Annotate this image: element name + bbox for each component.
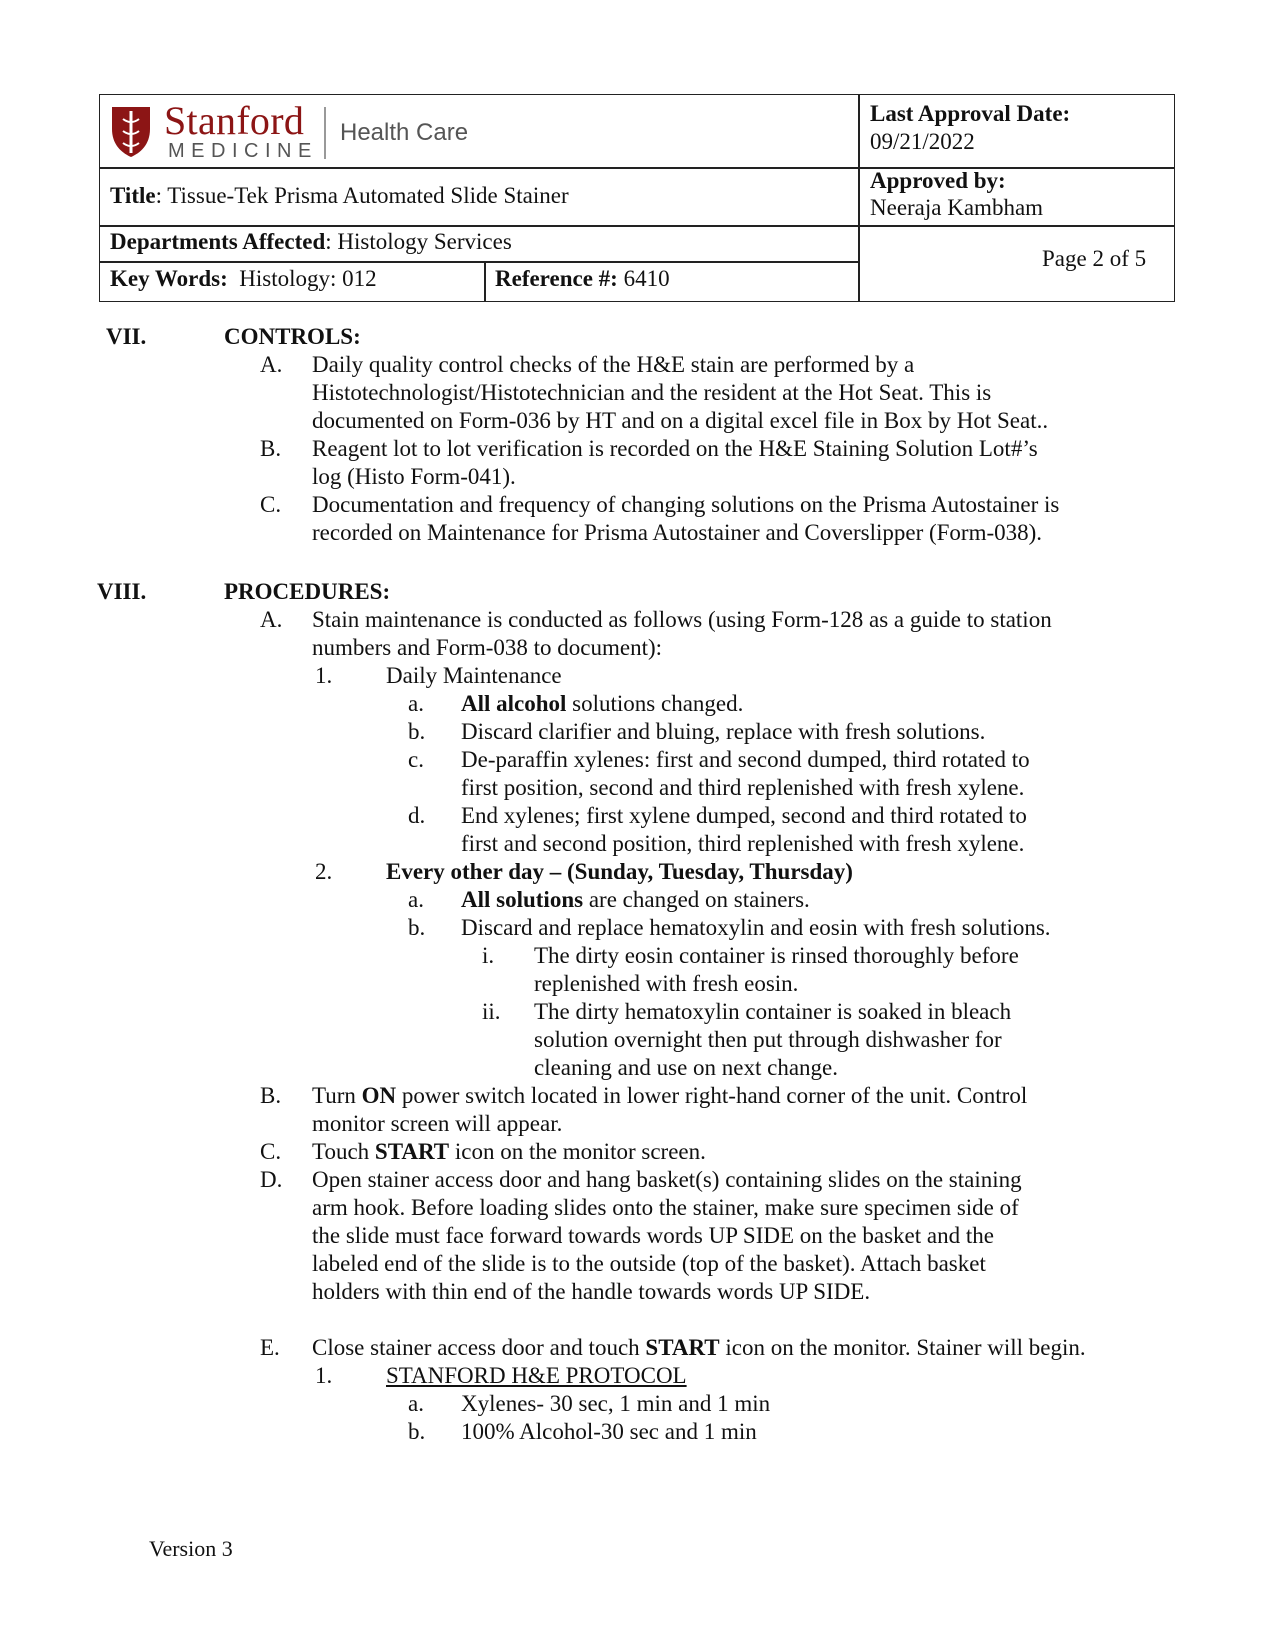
list-item-text: the slide must face forward towards words UP SIDE on the basket and the: [312, 1223, 994, 1248]
sub-item-text: 100% Alcohol-30 sec and 1 min: [461, 1419, 757, 1444]
text-run: power switch located in lower right-hand corner of the unit. Control: [396, 1083, 1028, 1108]
list-item-text: log (Histo Form-041).: [312, 464, 516, 489]
list-letter: B.: [260, 1083, 282, 1108]
sub-item-text: first position, second and third replenished with fresh xylene.: [461, 775, 1025, 800]
list-item-text: Stain maintenance is conducted as follows (using Form-128 as a guide to station: [312, 607, 1052, 632]
page-number: Page 2 of 5: [1042, 246, 1147, 271]
sub-letter: b.: [408, 719, 426, 744]
text-bold: START: [645, 1335, 720, 1360]
keywords-label: Key Words:: [110, 266, 228, 291]
list-item-text: [312, 1138, 706, 1166]
keywords-row: [110, 265, 377, 293]
logo-sub: MEDICINE: [168, 140, 318, 162]
list-item-text: recorded on Maintenance for Prisma Autostainer and Coverslipper (Form-038).: [312, 520, 1043, 545]
roman-item-text: replenished with fresh eosin.: [534, 971, 799, 996]
title-label: Title: [110, 183, 156, 208]
list-item-text: Open stainer access door and hang basket(s) containing slides on the staining: [312, 1167, 1022, 1192]
roman-item-text: The dirty eosin container is rinsed thoroughly before: [534, 943, 1019, 968]
approved-by-label: Approved by:: [870, 168, 1006, 193]
stanford-medicine-logo: [110, 98, 470, 163]
header-rule: [100, 261, 858, 263]
list-letter: E.: [260, 1335, 280, 1360]
list-item-text: Documentation and frequency of changing solutions on the Prisma Autostainer is: [312, 492, 1060, 517]
list-item-text: numbers and Form-038 to document):: [312, 635, 663, 660]
sub-letter: a.: [408, 691, 424, 716]
header-rule: [100, 225, 1174, 227]
departments-label: Departments Affected: [110, 229, 326, 254]
reference-label: Reference #:: [495, 266, 618, 291]
title-row: [110, 182, 569, 210]
keywords-value: Histology: 012: [227, 266, 377, 291]
list-letter: D.: [260, 1167, 283, 1192]
sub-item-text: Xylenes- 30 sec, 1 min and 1 min: [461, 1391, 771, 1416]
list-item-text: holders with thin end of the handle towards words UP SIDE.: [312, 1279, 871, 1304]
sub-item-bold: All solutions: [461, 887, 584, 912]
approval-date: 09/21/2022: [870, 129, 975, 154]
list-item-text: [312, 1082, 1027, 1110]
list-letter: C.: [260, 492, 282, 517]
list-item-text: monitor screen will appear.: [312, 1111, 563, 1136]
logo-divider: [324, 107, 326, 159]
departments-row: [110, 228, 512, 256]
reference-value: 6410: [617, 266, 670, 291]
header-table: [99, 94, 1175, 302]
text-bold: ON: [361, 1083, 397, 1108]
departments-value: : Histology Services: [325, 229, 512, 254]
list-letter: C.: [260, 1139, 282, 1164]
sub-item-text: Discard and replace hematoxylin and eosin with fresh solutions.: [461, 915, 1051, 940]
sublist-num: 2.: [315, 859, 333, 884]
list-item-text: arm hook. Before loading slides onto the stainer, make sure specimen side of: [312, 1195, 1019, 1220]
sub-item-text: Discard clarifier and bluing, replace with fresh solutions.: [461, 719, 986, 744]
sublist-num: 1.: [315, 1363, 333, 1388]
list-letter: A.: [260, 607, 283, 632]
list-item-text: documented on Form-036 by HT and on a digital excel file in Box by Hot Seat..: [312, 408, 1049, 433]
roman-num: i.: [482, 943, 495, 968]
sub-item-text: [461, 886, 810, 914]
section-title: CONTROLS:: [224, 324, 361, 349]
roman-item-text: solution overnight then put through dishwasher for: [534, 1027, 1002, 1052]
sub-item-rest: are changed on stainers.: [583, 887, 810, 912]
sub-item-text: End xylenes; first xylene dumped, second and third rotated to: [461, 803, 1027, 828]
roman-item-text: The dirty hematoxylin container is soaked in bleach: [534, 999, 1012, 1024]
version-footer: Version 3: [149, 1536, 233, 1561]
sub-letter: b.: [408, 1419, 426, 1444]
text-run: icon on the monitor screen.: [449, 1139, 706, 1164]
list-item-text: Daily quality control checks of the H&E stain are performed by a: [312, 352, 915, 377]
sublist-num: 1.: [315, 663, 333, 688]
sublist-title: Daily Maintenance: [386, 663, 562, 688]
sub-letter: a.: [408, 887, 424, 912]
sub-item-text: first and second position, third replenished with fresh xylene.: [461, 831, 1025, 856]
header-divider: [858, 95, 860, 301]
text-bold: START: [374, 1139, 450, 1164]
logo-unit: Health Care: [340, 119, 469, 146]
sub-item-rest: solutions changed.: [566, 691, 744, 716]
section-num: VIII.: [97, 579, 147, 604]
text-run: Close stainer access door and touch: [312, 1335, 646, 1360]
protocol-title: STANFORD H&E PROTOCOL: [386, 1363, 687, 1388]
sub-item-text: [461, 690, 743, 718]
header-rule: [100, 167, 1174, 169]
approved-by-value: Neeraja Kambham: [870, 195, 1044, 220]
section-title: PROCEDURES:: [224, 579, 391, 604]
header-divider: [484, 261, 486, 301]
approval-label: Last Approval Date:: [870, 101, 1071, 126]
sub-item-text: De-paraffin xylenes: first and second dumped, third rotated to: [461, 747, 1030, 772]
stanford-shield-icon: [110, 105, 152, 159]
list-item-text: [312, 1334, 1086, 1362]
text-run: Turn: [312, 1083, 362, 1108]
sub-letter: d.: [408, 803, 426, 828]
roman-item-text: cleaning and use on next change.: [534, 1055, 838, 1080]
roman-num: ii.: [482, 999, 501, 1024]
list-item-text: Reagent lot to lot verification is recorded on the H&E Staining Solution Lot#’s: [312, 436, 1038, 461]
list-item-text: labeled end of the slide is to the outside (top of the basket). Attach basket: [312, 1251, 986, 1276]
reference-row: [495, 265, 670, 293]
title-value: : Tissue-Tek Prisma Automated Slide Stainer: [155, 183, 569, 208]
section-num: VII.: [106, 324, 147, 349]
text-run: Touch: [312, 1139, 375, 1164]
sublist-title: Every other day – (Sunday, Tuesday, Thursday): [386, 859, 853, 884]
logo-brand: Stanford: [164, 98, 305, 143]
list-letter: A.: [260, 352, 283, 377]
sub-item-bold: All alcohol: [461, 691, 567, 716]
sub-letter: a.: [408, 1391, 424, 1416]
sub-letter: c.: [408, 747, 424, 772]
sub-letter: b.: [408, 915, 426, 940]
list-letter: B.: [260, 436, 282, 461]
text-run: icon on the monitor. Stainer will begin.: [719, 1335, 1086, 1360]
list-item-text: Histotechnologist/Histotechnician and the resident at the Hot Seat. This is: [312, 380, 992, 405]
